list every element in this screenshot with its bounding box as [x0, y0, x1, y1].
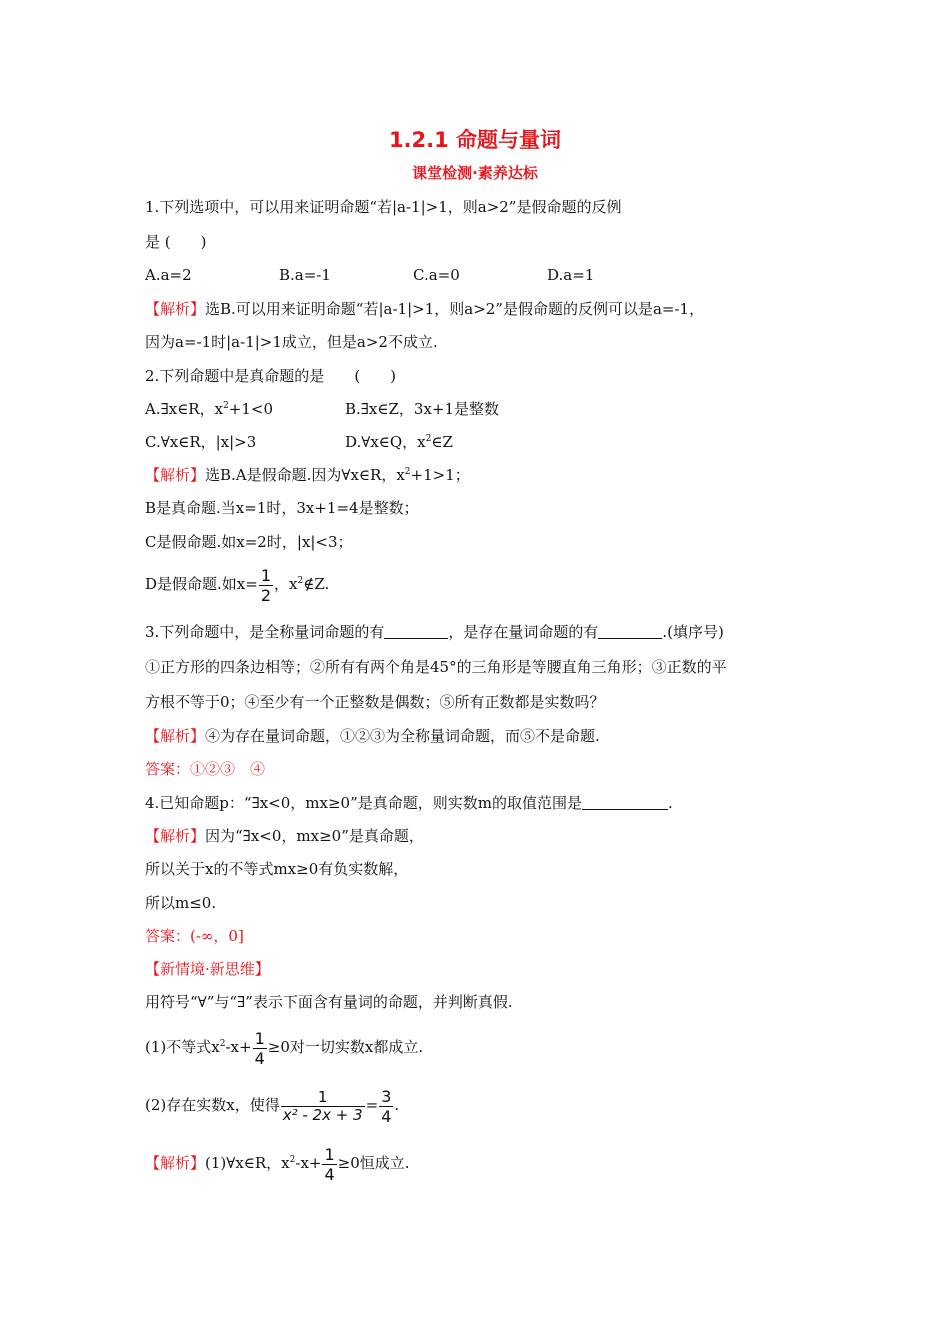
q1-solution-line2: 因为a=-1时|a-1|>1成立，但是a>2不成立.: [145, 333, 438, 351]
q4-answer: 答案：(-∞，0]: [145, 927, 244, 945]
q3-solution: 【解析】④为存在量词命题，①②③为全称量词命题，而⑤不是命题.: [145, 727, 600, 745]
q4-blank-range[interactable]: [582, 795, 668, 810]
q2-solution-line3: C是假命题.如x=2时，|x|<3；: [145, 533, 353, 551]
q2-option-b: B.∃x∈Z，3x+1是整数: [345, 400, 500, 418]
q3-answer: 答案：①②③ ④: [145, 760, 266, 778]
new-situation-part2: (2)存在实数x，使得 $\frac{1}{\text{x² - 2x + 3}}$ = $\frac{3}{4}$ .: [145, 1086, 400, 1126]
fraction-reciprocal-quadratic: $\frac{1}{\text{x² - 2x + 3}}$: [282, 1087, 363, 1124]
new-situation-intro: 用符号“∀”与“∃”表示下面含有量词的命题，并判断真假.: [145, 993, 513, 1011]
q1-options: [145, 265, 594, 285]
q2-options-row2: [145, 432, 453, 452]
q1-option-b: B.a=-1: [279, 266, 331, 284]
q2-solution-line4: D是假命题.如x= $\frac{1}{2}$ ，$x^2\notin Z$.: [145, 565, 330, 605]
new-situation-solution: 【解析】(1)∀x∈R，$x^2-x+$ $\frac{1}{4}$ ≥0恒成立.: [145, 1144, 410, 1184]
q1-analysis-tag: 【解析】: [145, 300, 206, 318]
q4-analysis-tag: 【解析】: [145, 827, 206, 845]
q4-solution-line1: 【解析】因为“∃x<0，mx≥0”是真命题，: [145, 827, 424, 845]
q3-stem: 3.下列命题中，是全称量词命题的有 ，是存在量词命题的有 .(填序号): [145, 623, 724, 641]
q2-option-c: C.∀x∈R，|x|>3: [145, 433, 257, 451]
fraction-one-quarter: $\frac{1}{4}$: [254, 1028, 265, 1068]
q1-stem-line1: 1.下列选项中，可以用来证明命题“若|a-1|>1，则a>2”是假命题的反例: [145, 198, 622, 216]
q3-analysis-tag: 【解析】: [145, 727, 206, 745]
q2-analysis-tag: 【解析】: [145, 466, 206, 484]
q2-solution-line2: B是真命题.当x=1时，3x+1=4是整数；: [145, 499, 419, 517]
q3-blank-universal[interactable]: [384, 624, 448, 639]
q4-stem: 4.已知命题p：“∃x<0，mx≥0”是真命题，则实数m的取值范围是 .: [145, 794, 673, 812]
new-situation-part1: (1)不等式$x^2-x+$ $\frac{1}{4}$ ≥0对一切实数x都成立.: [145, 1028, 424, 1068]
page-title: 1.2.1 命题与量词: [388, 128, 562, 152]
q2-option-a: A.∃x∈R，$x^2+1<0$: [145, 400, 274, 418]
q3-blank-existential[interactable]: [598, 624, 662, 639]
q3-items-line1: ①正方形的四条边相等；②所有有两个角是45°的三角形是等腰直角三角形；③正数的平: [145, 658, 727, 676]
q1-solution-line1: [145, 299, 704, 319]
q1-solution-text: 选B.可以用来证明命题“若|a-1|>1，则a>2”是假命题的反例可以是a=-1，: [205, 300, 705, 318]
q3-items-line2: 方根不等于0；④至少有一个正整数是偶数；⑤所有正数都是实数吗？: [145, 693, 605, 711]
new-situation-tag: 【新情境·新思维】: [145, 960, 270, 978]
fraction-one-quarter-solution: $\frac{1}{4}$: [324, 1144, 335, 1184]
q1-option-a: A.a=2: [145, 266, 192, 284]
q4-solution-line2: 所以关于x的不等式mx≥0有负实数解，: [145, 860, 409, 878]
fraction-one-half: $\frac{1}{2}$: [260, 565, 272, 605]
q2-option-d: D.∀x∈Q，$x^2\in Z$: [345, 433, 453, 451]
q1-stem-line2: 是 ( ): [145, 233, 207, 251]
new-situation-analysis-tag: 【解析】: [145, 1154, 206, 1172]
q2-options-row1: [145, 399, 499, 419]
q2-stem: 2.下列命题中是真命题的是 ( ): [145, 367, 397, 385]
q1-option-d: D.a=1: [547, 266, 595, 284]
q2-solution-line1: 【解析】选B.A是假命题.因为∀x∈R，$x^2+1>1$；: [145, 466, 470, 484]
page-subtitle: 课堂检测·素养达标: [412, 164, 538, 182]
q4-solution-line3: 所以m≤0.: [145, 894, 217, 912]
q1-option-c: C.a=0: [413, 266, 460, 284]
fraction-three-quarters: $\frac{3}{4}$: [381, 1086, 392, 1126]
